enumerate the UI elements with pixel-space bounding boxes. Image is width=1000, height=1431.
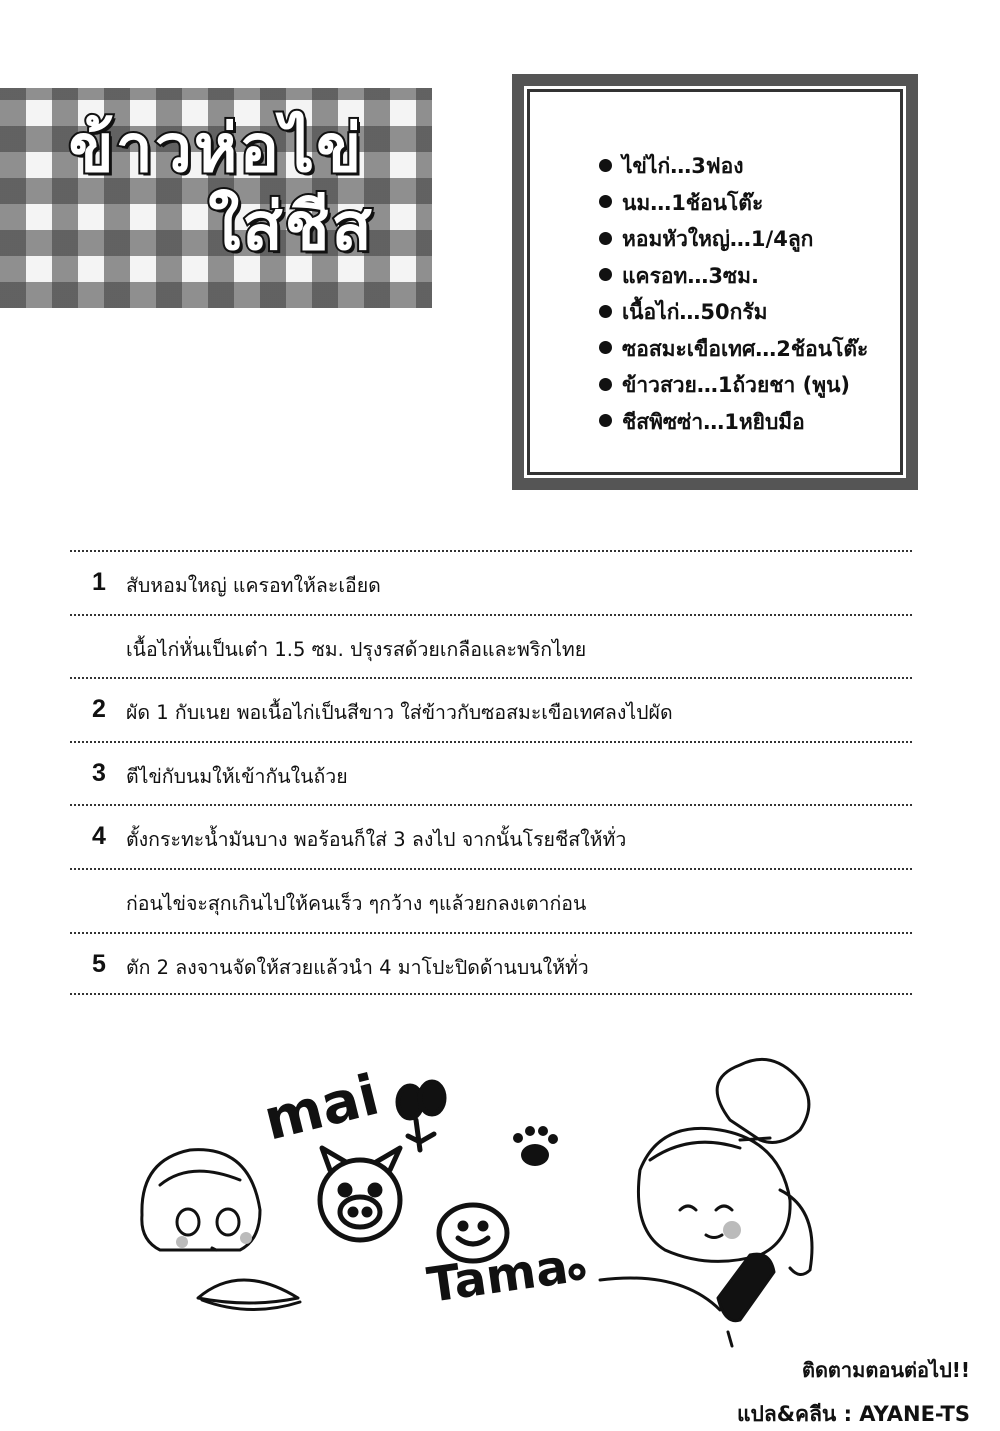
ingredient-text: ข้าวสวย…1ถ้วยชา (พูน) — [622, 373, 851, 397]
step-row — [70, 804, 912, 868]
chibi-girl-left-icon — [142, 1150, 300, 1310]
ingredients-box — [512, 74, 918, 490]
step-number: 5 — [92, 949, 106, 978]
pig-face-icon — [320, 1148, 400, 1240]
recipe-title — [30, 110, 402, 282]
ingredient-text: เนื้อไก่…50กรัม — [622, 300, 768, 324]
doodle-word-mai: mai — [257, 1062, 386, 1154]
ingredient-text: แครอท…3ซม. — [622, 263, 760, 288]
step-row — [70, 868, 912, 932]
bullet-icon — [599, 195, 612, 208]
ingredient-item — [599, 221, 868, 258]
bullet-icon — [599, 341, 612, 354]
step-row — [70, 550, 912, 614]
ingredient-item — [599, 148, 868, 185]
step-row — [70, 741, 912, 805]
ingredient-text: ซอสมะเขือเทศ…2ช้อนโต๊ะ — [622, 336, 869, 361]
next-episode-note: ติดตามตอนต่อไป!! — [801, 1358, 970, 1382]
step-text: ตีไข่กับนมให้เข้ากันในถ้วย — [126, 764, 348, 788]
step-text: ตัก 2 ลงจานจัดให้สวยแล้วนำ 4 มาโปะปิดด้านบนให้ทั่ว — [126, 955, 589, 979]
step-text: ก่อนไข่จะสุกเกินไปให้คนเร็ว ๆกว้าง ๆแล้วยกลงเตาก่อน — [126, 891, 587, 915]
ingredient-text: ชีสพิซซ่า…1หยิบมือ — [622, 409, 805, 434]
step-number: 2 — [92, 695, 106, 724]
ingredient-text: นม…1ช้อนโต๊ะ — [622, 190, 764, 215]
ingredients-list — [599, 148, 868, 440]
step-text: ผัด 1 กับเนย พอเนื้อไก่เป็นสีขาว ใส่ข้าวกับซอสมะเขือเทศลงไปผัด — [126, 701, 673, 725]
flower-doodle-icon — [398, 1082, 444, 1150]
doodle-dot-icon — [571, 1266, 583, 1278]
recipe-title-line-1: ข้าวห่อไข่ — [68, 110, 364, 187]
ingredient-text: ไข่ไก่…3ฟอง — [622, 154, 744, 178]
bullet-icon — [599, 268, 612, 281]
step-number: 1 — [92, 568, 106, 596]
translator-credit: แปล&คลีน : AYANE-TS — [736, 1402, 970, 1426]
step-text: ตั้งกระทะน้ำมันบาง พอร้อนก็ใส่ 3 ลงไป จากนั้นโรยชีสให้ทั่ว — [126, 828, 627, 852]
paw-print-icon — [513, 1126, 558, 1166]
ingredient-item — [599, 294, 868, 331]
step-number: 3 — [92, 758, 106, 787]
doodle-word-tama: Tama — [423, 1238, 572, 1314]
bullet-icon — [599, 378, 612, 391]
step-row — [70, 677, 912, 741]
step-row — [70, 932, 912, 996]
step-text: สับหอมใหญ่ แครอทให้ละเอียด — [126, 574, 381, 597]
chibi-chef-girl-icon — [600, 1059, 812, 1346]
ingredient-item — [599, 258, 868, 295]
step-text: เนื้อไก่หั่นเป็นเต๋า 1.5 ซม. ปรุงรสด้วยเกลือและพริกไทย — [126, 637, 587, 661]
step-number: 4 — [92, 822, 106, 851]
recipe-title-line-2: ใส่ชีส — [208, 188, 374, 265]
bullet-icon — [599, 159, 612, 172]
step-row — [70, 614, 912, 678]
bullet-icon — [599, 232, 612, 245]
recipe-steps — [70, 550, 912, 995]
bullet-icon — [599, 414, 612, 427]
ingredient-item — [599, 367, 868, 404]
doodle-illustration — [120, 1040, 820, 1350]
ingredient-text: หอมหัวใหญ่…1/4ลูก — [622, 227, 814, 251]
ingredient-item — [599, 404, 868, 441]
ingredient-item — [599, 185, 868, 222]
ingredient-item — [599, 331, 868, 368]
bullet-icon — [599, 305, 612, 318]
